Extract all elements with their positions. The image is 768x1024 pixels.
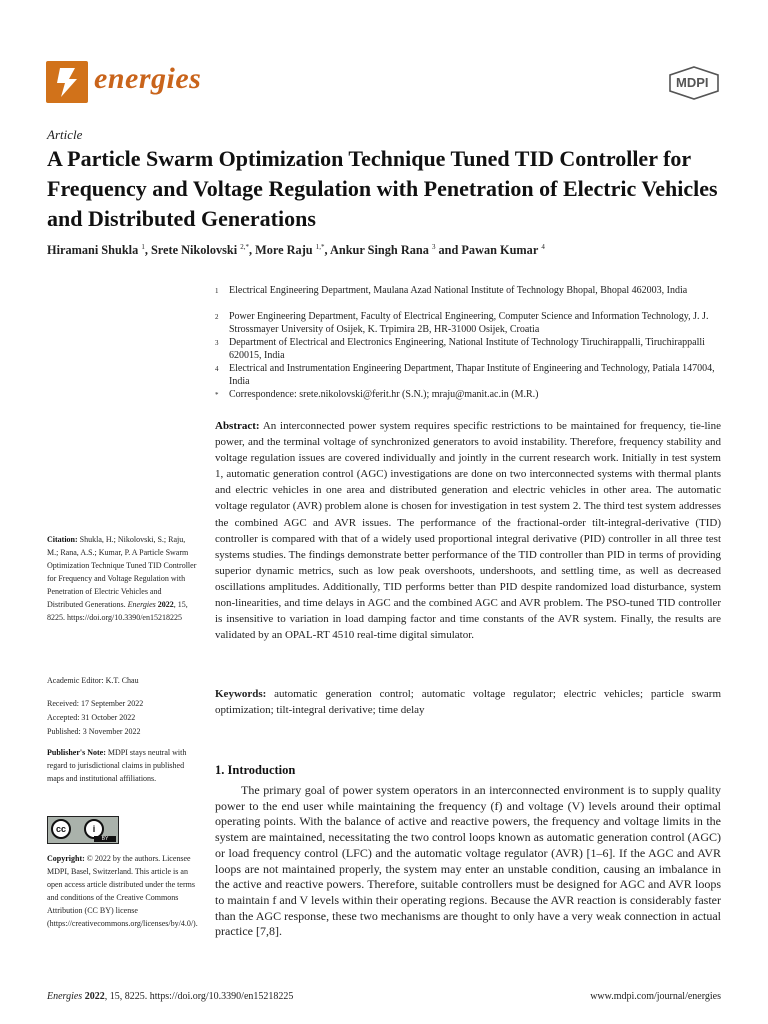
- correspondence: [215, 389, 735, 403]
- affiliation-item: [215, 285, 735, 311]
- author-affil: 3: [431, 243, 436, 251]
- citation-block: [47, 533, 197, 624]
- affiliation-number: 3: [215, 339, 219, 347]
- footer-doi: , 15, 8225. https://doi.org/10.3390/en15218225: [104, 991, 294, 1002]
- affiliation-item: [215, 337, 735, 363]
- author-name: Srete Nikolovski: [150, 243, 238, 258]
- citation-text: Shukla, H.; Nikolovski, S.; Raju, M.; Rana, A.S.; Kumar, P. A Particle Swarm Optimization Technique Tuned TID Controller for Frequency and Voltage Regulation with Penetration of Electric Vehicles and Distributed Generations.: [47, 535, 197, 609]
- journal-logo-icon: [46, 61, 88, 103]
- keywords-label: Keywords:: [215, 688, 267, 700]
- publisher-note-text: MDPI stays neutral with regard to jurisdictional claims in published maps and institutional affiliations.: [47, 748, 187, 783]
- affiliation-number: 1: [215, 287, 219, 295]
- accepted-date: Accepted: 31 October 2022: [47, 713, 136, 722]
- footer-citation: [47, 991, 293, 1002]
- academic-editor: Academic Editor: K.T. Chau: [47, 676, 139, 685]
- publisher-note-label: Publisher's Note:: [47, 748, 106, 757]
- author-name: Ankur Singh Rana: [329, 243, 429, 258]
- citation-journal: Energies: [127, 600, 156, 609]
- footer-journal-link[interactable]: www.mdpi.com/journal/energies: [590, 991, 721, 1002]
- author-affil: 2,*: [240, 243, 249, 251]
- author-affil: 1: [141, 243, 145, 251]
- abstract-label: Abstract:: [215, 420, 260, 432]
- affiliation-text: Department of Electrical and Electronics Engineering, National Institute of Technology Tiruchirappalli, Tiruchirappalli 620015, India: [229, 337, 705, 361]
- affiliation-text: Electrical Engineering Department, Maulana Azad National Institute of Technology Bhopal, Bhopal 462003, India: [229, 285, 688, 296]
- affiliation-number: 2: [215, 313, 219, 321]
- copyright-label: Copyright:: [47, 854, 85, 863]
- affiliation-item: [215, 311, 735, 337]
- affiliation-number: 4: [215, 365, 219, 373]
- author-name: Pawan Kumar: [461, 243, 539, 258]
- published-date: Published: 3 November 2022: [47, 727, 141, 736]
- cc-icon: cc: [51, 819, 71, 839]
- author-affil: 1,*: [315, 243, 325, 251]
- affiliation-text: Power Engineering Department, Faculty of Electrical Engineering, Computer Science and Information Technology, J. J. Strossmayer University of Osijek, K. Trpimira 2B, HR-31000 Osijek, Croatia: [229, 311, 709, 335]
- affiliation-number: *: [215, 391, 219, 399]
- paper-title: A Particle Swarm Optimization Technique Tuned TID Controller for Frequency and Voltage Regulation with Penetration of Electric Vehicles and Distributed Generations: [47, 146, 718, 231]
- author-name: Hiramani Shukla: [47, 243, 139, 258]
- by-label: BY: [94, 836, 116, 842]
- cc-by-license-badge[interactable]: [47, 816, 119, 844]
- author-list: Hiramani Shukla $^1$, Srete Nikolovski $^{2,*}$, More Raju $^{1,*}$, Ankur Singh Rana $^3$ and Pawan Kumar $^4$: [47, 243, 545, 258]
- citation-year: 2022: [157, 600, 174, 609]
- publisher-note: [47, 746, 197, 785]
- keywords: [215, 686, 721, 718]
- article-type: Article: [47, 127, 83, 142]
- citation-doi-link[interactable]: https://doi.org/10.3390/en15218225: [67, 613, 182, 622]
- journal-name: energies: [94, 62, 202, 95]
- footer-journal: Energies: [47, 991, 83, 1002]
- affiliation-text: Electrical and Instrumentation Engineering Department, Thapar Institute of Engineering and Technology, Patiala 147004, India: [229, 363, 715, 387]
- citation-label: Citation:: [47, 535, 78, 544]
- author-name: More Raju: [255, 243, 313, 258]
- footer-year: 2022: [84, 991, 105, 1002]
- received-date: Received: 17 September 2022: [47, 699, 144, 708]
- abstract: [215, 418, 721, 643]
- attribution-icon: i: [84, 819, 104, 839]
- keywords-text: automatic generation control; automatic voltage regulator; electric vehicles; particle swarm optimization; tilt-integral derivative; time delay: [215, 688, 722, 716]
- introduction-text: The primary goal of power system operators in an interconnected environment is to supply quality power to the end user while maintaining the frequency (f) and voltage (V) levels around their optimal operating points. With the balance of active and reactive powers, the frequency and voltage limits in the system are maintained, necessitating the two control loops known as automatic generation control (AGC) or load frequency control (LFC) and the automatic voltage regulator (AVR) [1–6]. If the AGC and AVR loops are not maintained properly, the system may enter an unstable condition, causing an imbalance in the active and reactive powers. Therefore, suitable controllers must be designed for AGC and AVR loops to maintain f and V levels within their operating regions. Because the AVR reaction is considerably faster than the AGC response, these two mechanisms are thought to only have a very weak connection in actual practice [7,8].: [215, 783, 721, 939]
- abstract-text: An interconnected power system requires specific restrictions to be maintained for frequency, tie-line power, and the terminal voltage of synchronized generators to avoid instability. Therefore, frequency stability and voltage regulation issues are covered individually and jointly in the current research work. Initially in test system 1, automatic generation control (AGC) investigations are done on two interconnected systems with thermal plants and electric vehicles in one area and distributed generation and electric vehicles in other area. The automatic voltage regulator (AVR) problem alone is chosen for investigation in test system 2. The third test system addresses the combined AGC and AVR issues. The performance of the fractional-order tilt-integral-derivative (TID) controller is compared with that of a widely used proportional integral derivative (PID) controller in all three test systems studies. The findings demonstrate better performance of the TID controller than PID in terms of providing superior dynamic metrics, such as low peak overshoots, undershoots, and settling time, as well as decreased oscillations amplitudes. Additionally, TID performs better than PID despite randomized load disturbance, system non-linearities, and time delays in AGC and the combined AGC and AVR problem. The PSO-tuned TID controller is insensitive to variation in load damping factor and time constants of the AVR system. Finally, the results are validated by an OPAL-RT 4510 real-time digital simulator.: [215, 420, 721, 642]
- publisher-name: MDPI: [676, 75, 709, 90]
- publisher-logo[interactable]: [668, 66, 720, 100]
- affiliation-item: [215, 363, 735, 389]
- affiliation-text: Correspondence: srete.nikolovski@ferit.hr (S.N.); mraju@manit.ac.in (M.R.): [229, 389, 539, 400]
- author-affil: 4: [541, 243, 545, 251]
- copyright-text: © 2022 by the authors. Licensee MDPI, Basel, Switzerland. This article is an open access article distributed under the terms and conditions of the Creative Commons Attribution (CC BY) license (https://creativecommons.org/licenses/by/4.0/).: [47, 854, 198, 928]
- citation-volume: , 15, 8225.: [47, 600, 188, 622]
- section-heading: 1. Introduction: [215, 763, 296, 777]
- copyright-block: [47, 852, 197, 930]
